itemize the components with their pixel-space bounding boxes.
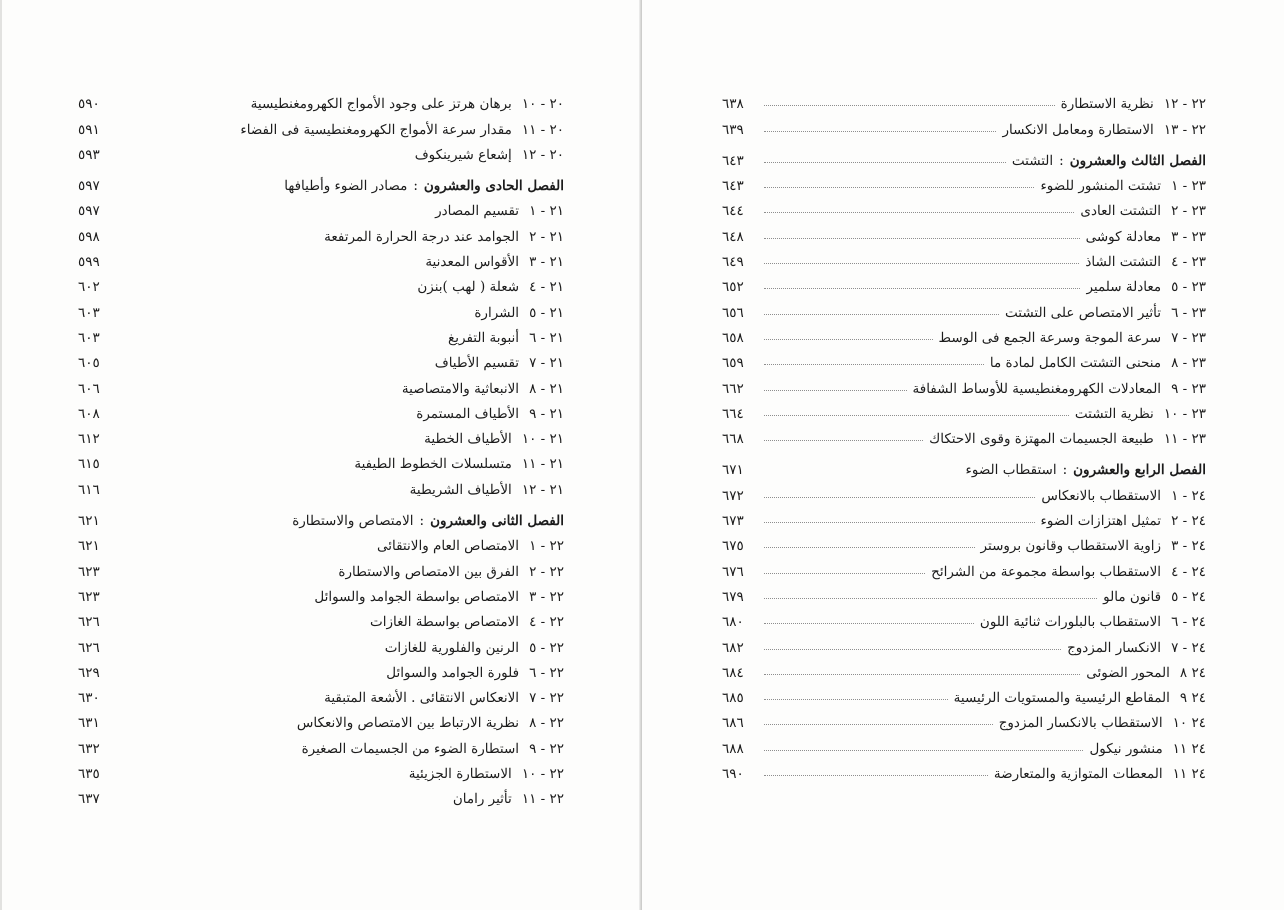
section-title: فلورة الجوامد والسوائل <box>386 664 520 681</box>
section-number: ٢١ - ١١ <box>521 456 564 473</box>
page-number: ٦٢٣ <box>78 588 100 605</box>
section-number: ٢٢ - ٢ <box>529 563 564 580</box>
page-number: ٦٢٣ <box>78 563 100 580</box>
chapter-heading-21 <box>78 169 564 194</box>
section-number: ٢٢ - ٩ <box>529 740 564 757</box>
section-number: ٢١ - ٣ <box>529 254 564 271</box>
toc-entry <box>78 630 564 655</box>
section-title: سرعة الموجة وسرعة الجمع فى الوسط <box>938 329 1162 346</box>
chapter-sep: : <box>413 178 418 195</box>
page-number: ٦٢٦ <box>78 639 100 656</box>
page-number: ٦٧٦ <box>722 563 744 580</box>
chapter-title: التشتت <box>1011 152 1054 169</box>
section-title: نظرية الارتباط بين الامتصاص والانعكاس <box>296 715 520 732</box>
section-title: الانعكاس الانتقائى . الأشعة المتبقية <box>324 690 520 707</box>
dot-leader <box>764 263 1079 264</box>
chapter-title: مصادر الضوء وأطيافها <box>284 178 408 195</box>
page-number: ٦٥٢ <box>722 279 744 296</box>
chapter-heading-24 <box>722 453 1206 478</box>
section-number: ٢٣ - ٣ <box>1171 228 1206 245</box>
toc-entry <box>78 447 564 472</box>
page-number: ٦٨٠ <box>722 614 744 631</box>
section-number: ٢٤ - ٣ <box>1171 538 1206 555</box>
dot-leader <box>764 497 1035 498</box>
toc-entry <box>78 681 564 706</box>
dot-leader <box>764 440 923 441</box>
section-number: ٢٤ ٨ <box>1179 664 1206 681</box>
chapter-page-number: ٥٩٧ <box>78 178 100 195</box>
section-title: طبيعة الجسيمات المهتزة وقوى الاحتكاك <box>929 431 1154 448</box>
chapter-label: الفصل الرابع والعشرون <box>1073 462 1206 479</box>
page-number: ٦٣٢ <box>78 740 100 757</box>
section-number: ٢٢ - ٦ <box>529 664 564 681</box>
section-number: ٢٣ - ٥ <box>1171 279 1206 296</box>
page-number: ٦٤٩ <box>722 254 744 271</box>
toc-entry <box>722 422 1206 447</box>
section-number: ٢١ - ١ <box>529 203 564 220</box>
toc-entry <box>722 169 1206 194</box>
toc-entry <box>722 580 1206 605</box>
section-number: ٢١ - ٢ <box>529 228 564 245</box>
page-number: ٦٠٦ <box>78 380 100 397</box>
section-title: إشعاع شيرينكوف <box>414 146 512 163</box>
dot-leader <box>764 339 933 340</box>
page-number: ٦٠٨ <box>78 405 100 422</box>
page-number: ٦١٥ <box>78 456 100 473</box>
toc-entry <box>78 397 564 422</box>
toc-entry <box>78 529 564 554</box>
section-title: الرنين والفلورية للغازات <box>384 639 520 656</box>
page-number: ٦٦٨ <box>722 431 744 448</box>
section-title: الاستقطاب بالانكسار المزدوج <box>998 715 1163 732</box>
page-number: ٦٨٦ <box>722 715 744 732</box>
toc-entry <box>78 295 564 320</box>
dot-leader <box>764 547 975 548</box>
chapter-heading-23 <box>722 144 1206 169</box>
page-number: ٦٣٠ <box>78 690 100 707</box>
page-number: ٦٣٨ <box>722 96 744 113</box>
page-number: ٦١٦ <box>78 481 100 498</box>
section-number: ٢٤ - ٢ <box>1171 513 1206 530</box>
dot-leader <box>764 750 1083 751</box>
section-title: الامتصاص بواسطة الجوامد والسوائل <box>314 588 520 605</box>
dot-leader <box>764 131 996 132</box>
section-title: الاستقطاب بواسطة مجموعة من الشرائح <box>931 563 1162 580</box>
section-number: ٢١ - ٨ <box>529 380 564 397</box>
page-number: ٥٩٧ <box>78 203 100 220</box>
section-number: ٢٢ - ١٠ <box>521 766 564 783</box>
page-number: ٦٧٢ <box>722 487 744 504</box>
section-title: نظرية الاستطارة <box>1060 96 1154 113</box>
chapter-title: استقطاب الضوء <box>965 462 1057 479</box>
chapter-page-number: ٦٧١ <box>722 462 744 479</box>
toc-entry <box>722 219 1206 244</box>
section-number: ٢٤ ١٠ <box>1172 715 1206 732</box>
chapter-label: الفصل الثانى والعشرون <box>430 513 564 530</box>
toc-entry <box>722 554 1206 579</box>
section-title: المعادلات الكهرومغنطيسية للأوساط الشفافة <box>912 380 1162 397</box>
toc-entry <box>722 371 1206 396</box>
page-number: ٦٤٤ <box>722 203 744 220</box>
section-title: التشتت الشاذ <box>1085 254 1162 271</box>
section-number: ٢٠ - ١٢ <box>521 146 564 163</box>
page-number: ٦٣٧ <box>78 791 100 808</box>
chapter-heading-22 <box>78 504 564 529</box>
dot-leader <box>764 598 1097 599</box>
page-number: ٦١٢ <box>78 431 100 448</box>
section-title: تمثيل اهتزازات الضوء <box>1040 513 1162 530</box>
section-number: ٢١ - ١٠ <box>521 431 564 448</box>
section-title: الاستقطاب بالانعكاس <box>1041 487 1162 504</box>
section-number: ٢٤ - ٤ <box>1171 563 1206 580</box>
section-title: أنبوبة التفريغ <box>448 329 520 346</box>
toc-entry <box>722 630 1206 655</box>
section-number: ٢٠ - ١١ <box>521 121 564 138</box>
section-title: تأثير الامتصاص على التشتت <box>1005 304 1162 321</box>
section-number: ٢٢ - ٨ <box>529 715 564 732</box>
toc-entry <box>722 87 1206 112</box>
section-number: ٢١ - ٩ <box>529 405 564 422</box>
page-number: ٥٩٣ <box>78 146 100 163</box>
section-title: المعطات المتوازية والمتعارضة <box>993 766 1163 783</box>
toc-entry <box>722 706 1206 731</box>
right-page <box>642 0 1284 910</box>
page-number: ٦٨٨ <box>722 740 744 757</box>
section-title: معادلة سلمير <box>1086 279 1162 296</box>
page-number: ٦٥٨ <box>722 329 744 346</box>
section-number: ٢٢ - ٧ <box>529 690 564 707</box>
section-title: شعلة ( لهب )بنزن <box>417 279 520 296</box>
chapter-label: الفصل الثالث والعشرون <box>1069 152 1206 169</box>
section-number: ٢٣ - ٨ <box>1171 355 1206 372</box>
page-number: ٥٩١ <box>78 121 100 138</box>
section-title: استطارة الضوء من الجسيمات الصغيرة <box>301 740 520 757</box>
page-number: ٥٩٨ <box>78 228 100 245</box>
toc-entry <box>722 529 1206 554</box>
toc-right <box>722 87 1206 788</box>
page-number: ٦٧٥ <box>722 538 744 555</box>
section-number: ٢١ - ٥ <box>529 304 564 321</box>
toc-entry <box>78 245 564 270</box>
dot-leader <box>764 724 993 725</box>
toc-entry <box>78 270 564 295</box>
toc-entry <box>78 346 564 371</box>
page-number: ٦٧٣ <box>722 513 744 530</box>
section-title: الامتصاص العام والانتقائى <box>376 538 520 555</box>
page-number: ٦٢٩ <box>78 664 100 681</box>
toc-entry <box>78 321 564 346</box>
toc-entry <box>722 321 1206 346</box>
toc-entry <box>78 580 564 605</box>
section-title: المحور الضوئى <box>1086 664 1170 681</box>
toc-entry <box>722 112 1206 137</box>
section-title: المقاطع الرئيسية والمستويات الرئيسية <box>953 690 1170 707</box>
toc-entry <box>78 757 564 782</box>
dot-leader <box>764 649 1061 650</box>
page-number: ٦٨٤ <box>722 664 744 681</box>
page-number: ٥٩٩ <box>78 254 100 271</box>
toc-entry <box>78 782 564 807</box>
section-number: ٢٤ - ٥ <box>1171 588 1206 605</box>
section-number: ٢١ - ٧ <box>529 355 564 372</box>
chapter-sep: : <box>1059 152 1064 169</box>
section-number: ٢٢ - ١١ <box>521 791 564 808</box>
chapter-sep: : <box>419 513 425 530</box>
toc-entry <box>78 138 564 163</box>
section-number: ٢٢ - ٥ <box>529 639 564 656</box>
section-number: ٢٤ ٩ <box>1179 690 1206 707</box>
section-title: الانكسار المزدوج <box>1067 639 1162 656</box>
page-number: ٦٦٤ <box>722 405 744 422</box>
section-number: ٢٣ - ٧ <box>1171 329 1206 346</box>
toc-entry <box>722 478 1206 503</box>
page-number: ٦٥٩ <box>722 355 744 372</box>
dot-leader <box>764 238 1080 239</box>
section-title: الجوامد عند درجة الحرارة المرتفعة <box>324 228 520 245</box>
section-number: ٢٢ - ١٢ <box>1163 96 1206 113</box>
page-number: ٦٣٩ <box>722 121 744 138</box>
section-title: مقدار سرعة الأمواج الكهرومغنطيسية فى الفضاء <box>240 121 512 138</box>
toc-entry <box>722 397 1206 422</box>
section-title: الاستطارة ومعامل الانكسار <box>1002 121 1154 138</box>
section-title: منشور نيكول <box>1089 740 1163 757</box>
page-number: ٦٨٥ <box>722 690 744 707</box>
page-number: ٦٨٢ <box>722 639 744 656</box>
section-number: ٢٣ - ٤ <box>1171 254 1206 271</box>
section-number: ٢٠ - ١٠ <box>521 96 564 113</box>
toc-entry <box>78 219 564 244</box>
section-number: ٢٤ - ٧ <box>1171 639 1206 656</box>
toc-entry <box>722 757 1206 782</box>
toc-entry <box>722 194 1206 219</box>
dot-leader <box>764 314 999 315</box>
page-number: ٥٩٠ <box>78 96 100 113</box>
page-edge <box>0 0 2 910</box>
section-number: ٢٣ - ١٠ <box>1163 405 1206 422</box>
section-number: ٢٢ - ٣ <box>529 588 564 605</box>
dot-leader <box>764 212 1074 213</box>
section-title: تقسيم المصادر <box>435 203 520 220</box>
toc-entry <box>78 87 564 112</box>
dot-leader <box>764 415 1069 416</box>
section-title: الشرارة <box>474 304 520 321</box>
toc-entry <box>722 245 1206 270</box>
dot-leader <box>764 699 948 700</box>
dot-leader <box>764 187 1034 188</box>
toc-entry <box>78 371 564 396</box>
toc-entry <box>78 194 564 219</box>
page-number: ٦٣١ <box>78 715 100 732</box>
toc-entry <box>722 681 1206 706</box>
toc-entry <box>78 554 564 579</box>
section-title: الأطياف الشريطية <box>409 481 512 498</box>
toc-entry <box>78 472 564 497</box>
section-title: الأطياف الخطية <box>424 431 512 448</box>
section-number: ٢٣ - ١ <box>1171 178 1206 195</box>
page-number: ٦٠٢ <box>78 279 100 296</box>
toc-entry <box>78 422 564 447</box>
section-number: ٢٤ - ١ <box>1171 487 1206 504</box>
section-title: نظرية التشتت <box>1074 405 1154 422</box>
dot-leader <box>764 162 1006 163</box>
section-number: ٢٤ - ٦ <box>1171 614 1206 631</box>
dot-leader <box>764 775 988 776</box>
dot-leader <box>764 674 1080 675</box>
toc-entry <box>78 706 564 731</box>
dot-leader <box>764 390 907 391</box>
section-number: ٢٣ - ١١ <box>1163 431 1206 448</box>
section-number: ٢٣ - ٢ <box>1171 203 1206 220</box>
section-title: الانبعاثية والامتصاصية <box>401 380 520 397</box>
section-number: ٢٣ - ٩ <box>1171 380 1206 397</box>
section-title: تشتت المنشور للضوء <box>1040 178 1162 195</box>
page-number: ٦٥٦ <box>722 304 744 321</box>
section-title: متسلسلات الخطوط الطيفية <box>354 456 512 473</box>
chapter-title: الامتصاص والاستطارة <box>292 513 414 530</box>
section-number: ٢٣ - ٦ <box>1171 304 1206 321</box>
page-number: ٦٢٦ <box>78 614 100 631</box>
section-number: ٢٢ - ١ <box>529 538 564 555</box>
section-title: الأطياف المستمرة <box>416 405 520 422</box>
section-title: برهان هرتز على وجود الأمواج الكهرومغنطيسية <box>250 96 512 113</box>
section-number: ٢١ - ١٢ <box>521 481 564 498</box>
toc-entry <box>78 656 564 681</box>
dot-leader <box>764 522 1035 523</box>
toc-entry <box>722 656 1206 681</box>
section-title: الاستطارة الجزيئية <box>408 766 512 783</box>
toc-entry <box>722 270 1206 295</box>
dot-leader <box>764 573 925 574</box>
chapter-label: الفصل الحادى والعشرون <box>423 178 564 195</box>
section-title: الاستقطاب بالبلورات ثنائية اللون <box>979 614 1162 631</box>
toc-entry <box>78 605 564 630</box>
section-title: معادلة كوشى <box>1085 228 1162 245</box>
section-number: ٢٤ ١١ <box>1172 766 1206 783</box>
page-number: ٦٠٥ <box>78 355 100 372</box>
chapter-page-number: ٦٤٣ <box>722 152 744 169</box>
toc-entry <box>722 295 1206 320</box>
page-number: ٦٣٥ <box>78 766 100 783</box>
section-title: منحنى التشتت الكامل لمادة ما <box>989 355 1162 372</box>
toc-entry <box>722 504 1206 529</box>
page-number: ٦٦٢ <box>722 380 744 397</box>
toc-entry <box>722 346 1206 371</box>
page-number: ٦٢١ <box>78 538 100 555</box>
toc-entry <box>78 731 564 756</box>
section-number: ٢٢ - ١٣ <box>1163 121 1206 138</box>
section-number: ٢١ - ٦ <box>529 329 564 346</box>
section-number: ٢٤ ١١ <box>1172 740 1206 757</box>
section-title: زاوية الاستقطاب وقانون بروستر <box>980 538 1162 555</box>
section-title: الفرق بين الامتصاص والاستطارة <box>338 563 520 580</box>
page-number: ٦٩٠ <box>722 766 744 783</box>
page-number: ٦٠٣ <box>78 304 100 321</box>
chapter-sep: : <box>1062 462 1068 479</box>
dot-leader <box>764 623 974 624</box>
section-title: تأثير رامان <box>452 791 512 808</box>
section-title: تقسيم الأطياف <box>434 355 520 372</box>
section-title: قانون مالو <box>1103 588 1162 605</box>
page-number: ٦٤٨ <box>722 228 744 245</box>
chapter-page-number: ٦٢١ <box>78 513 100 530</box>
dot-leader <box>764 288 1080 289</box>
dot-leader <box>764 364 984 365</box>
section-number: ٢٢ - ٤ <box>529 614 564 631</box>
section-title: التشتت العادى <box>1080 203 1162 220</box>
section-number: ٢١ - ٤ <box>529 279 564 296</box>
toc-entry <box>722 605 1206 630</box>
toc-entry <box>78 112 564 137</box>
toc-left <box>78 87 564 813</box>
page-number: ٦٠٣ <box>78 329 100 346</box>
dot-leader <box>764 105 1055 106</box>
toc-entry <box>722 731 1206 756</box>
section-title: الأقواس المعدنية <box>425 254 520 271</box>
page-number: ٦٤٣ <box>722 178 744 195</box>
page-number: ٦٧٩ <box>722 588 744 605</box>
section-title: الامتصاص بواسطة الغازات <box>370 614 520 631</box>
